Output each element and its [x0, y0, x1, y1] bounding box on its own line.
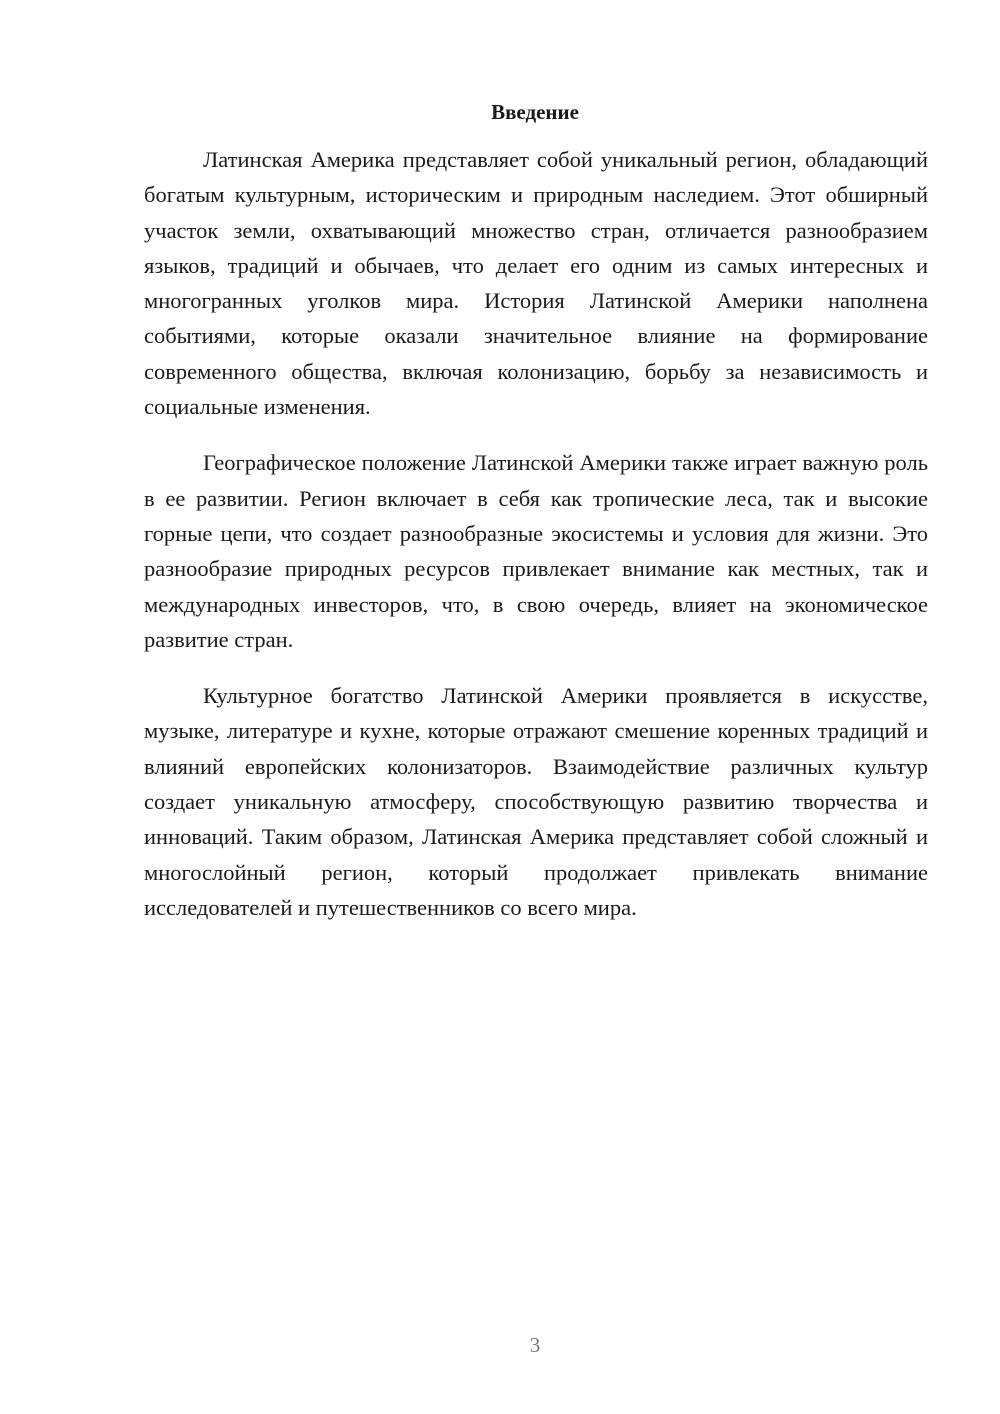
paragraph-intro: Латинская Америка представляет собой уникальный регион, обладающий богатым культурным, историческим и природным наследием. Этот обширный участок земли, охватывающий множество стран, отличается разнообразием языков, традиций и обычаев, что делает его одним из самых интересных и многогранных уголков мира. История Латинской Америки наполнена событиями, которые оказали значительное влияние на формирование современного общества, включая колонизацию, борьбу за независимость и социальные изменения. [144, 147, 928, 420]
body-text [144, 142, 928, 946]
section-heading: Введение [491, 100, 579, 124]
page-number: 3 [529, 1333, 541, 1357]
paragraph-culture: Культурное богатство Латинской Америки проявляется в искусстве, музыке, литературе и кухне, которые отражают смешение коренных традиций и влияний европейских колонизаторов. Взаимодействие различных культур создает уникальную атмосферу, способствующую развитию творчества и инноваций. Таким образом, Латинская Америка представляет собой сложный и многослойный регион, который продолжает привлекать внимание исследователей и путешественников со всего мира. [144, 683, 928, 920]
paragraph-geography: Географическое положение Латинской Америки также играет важную роль в ее развитии. Регион включает в себя как тропические леса, так и высокие горные цепи, что создает разнообразные экосистемы и условия для жизни. Это разнообразие природных ресурсов привлекает внимание как местных, так и международных инвесторов, что, в свою очередь, влияет на экономическое развитие стран. [144, 450, 928, 652]
